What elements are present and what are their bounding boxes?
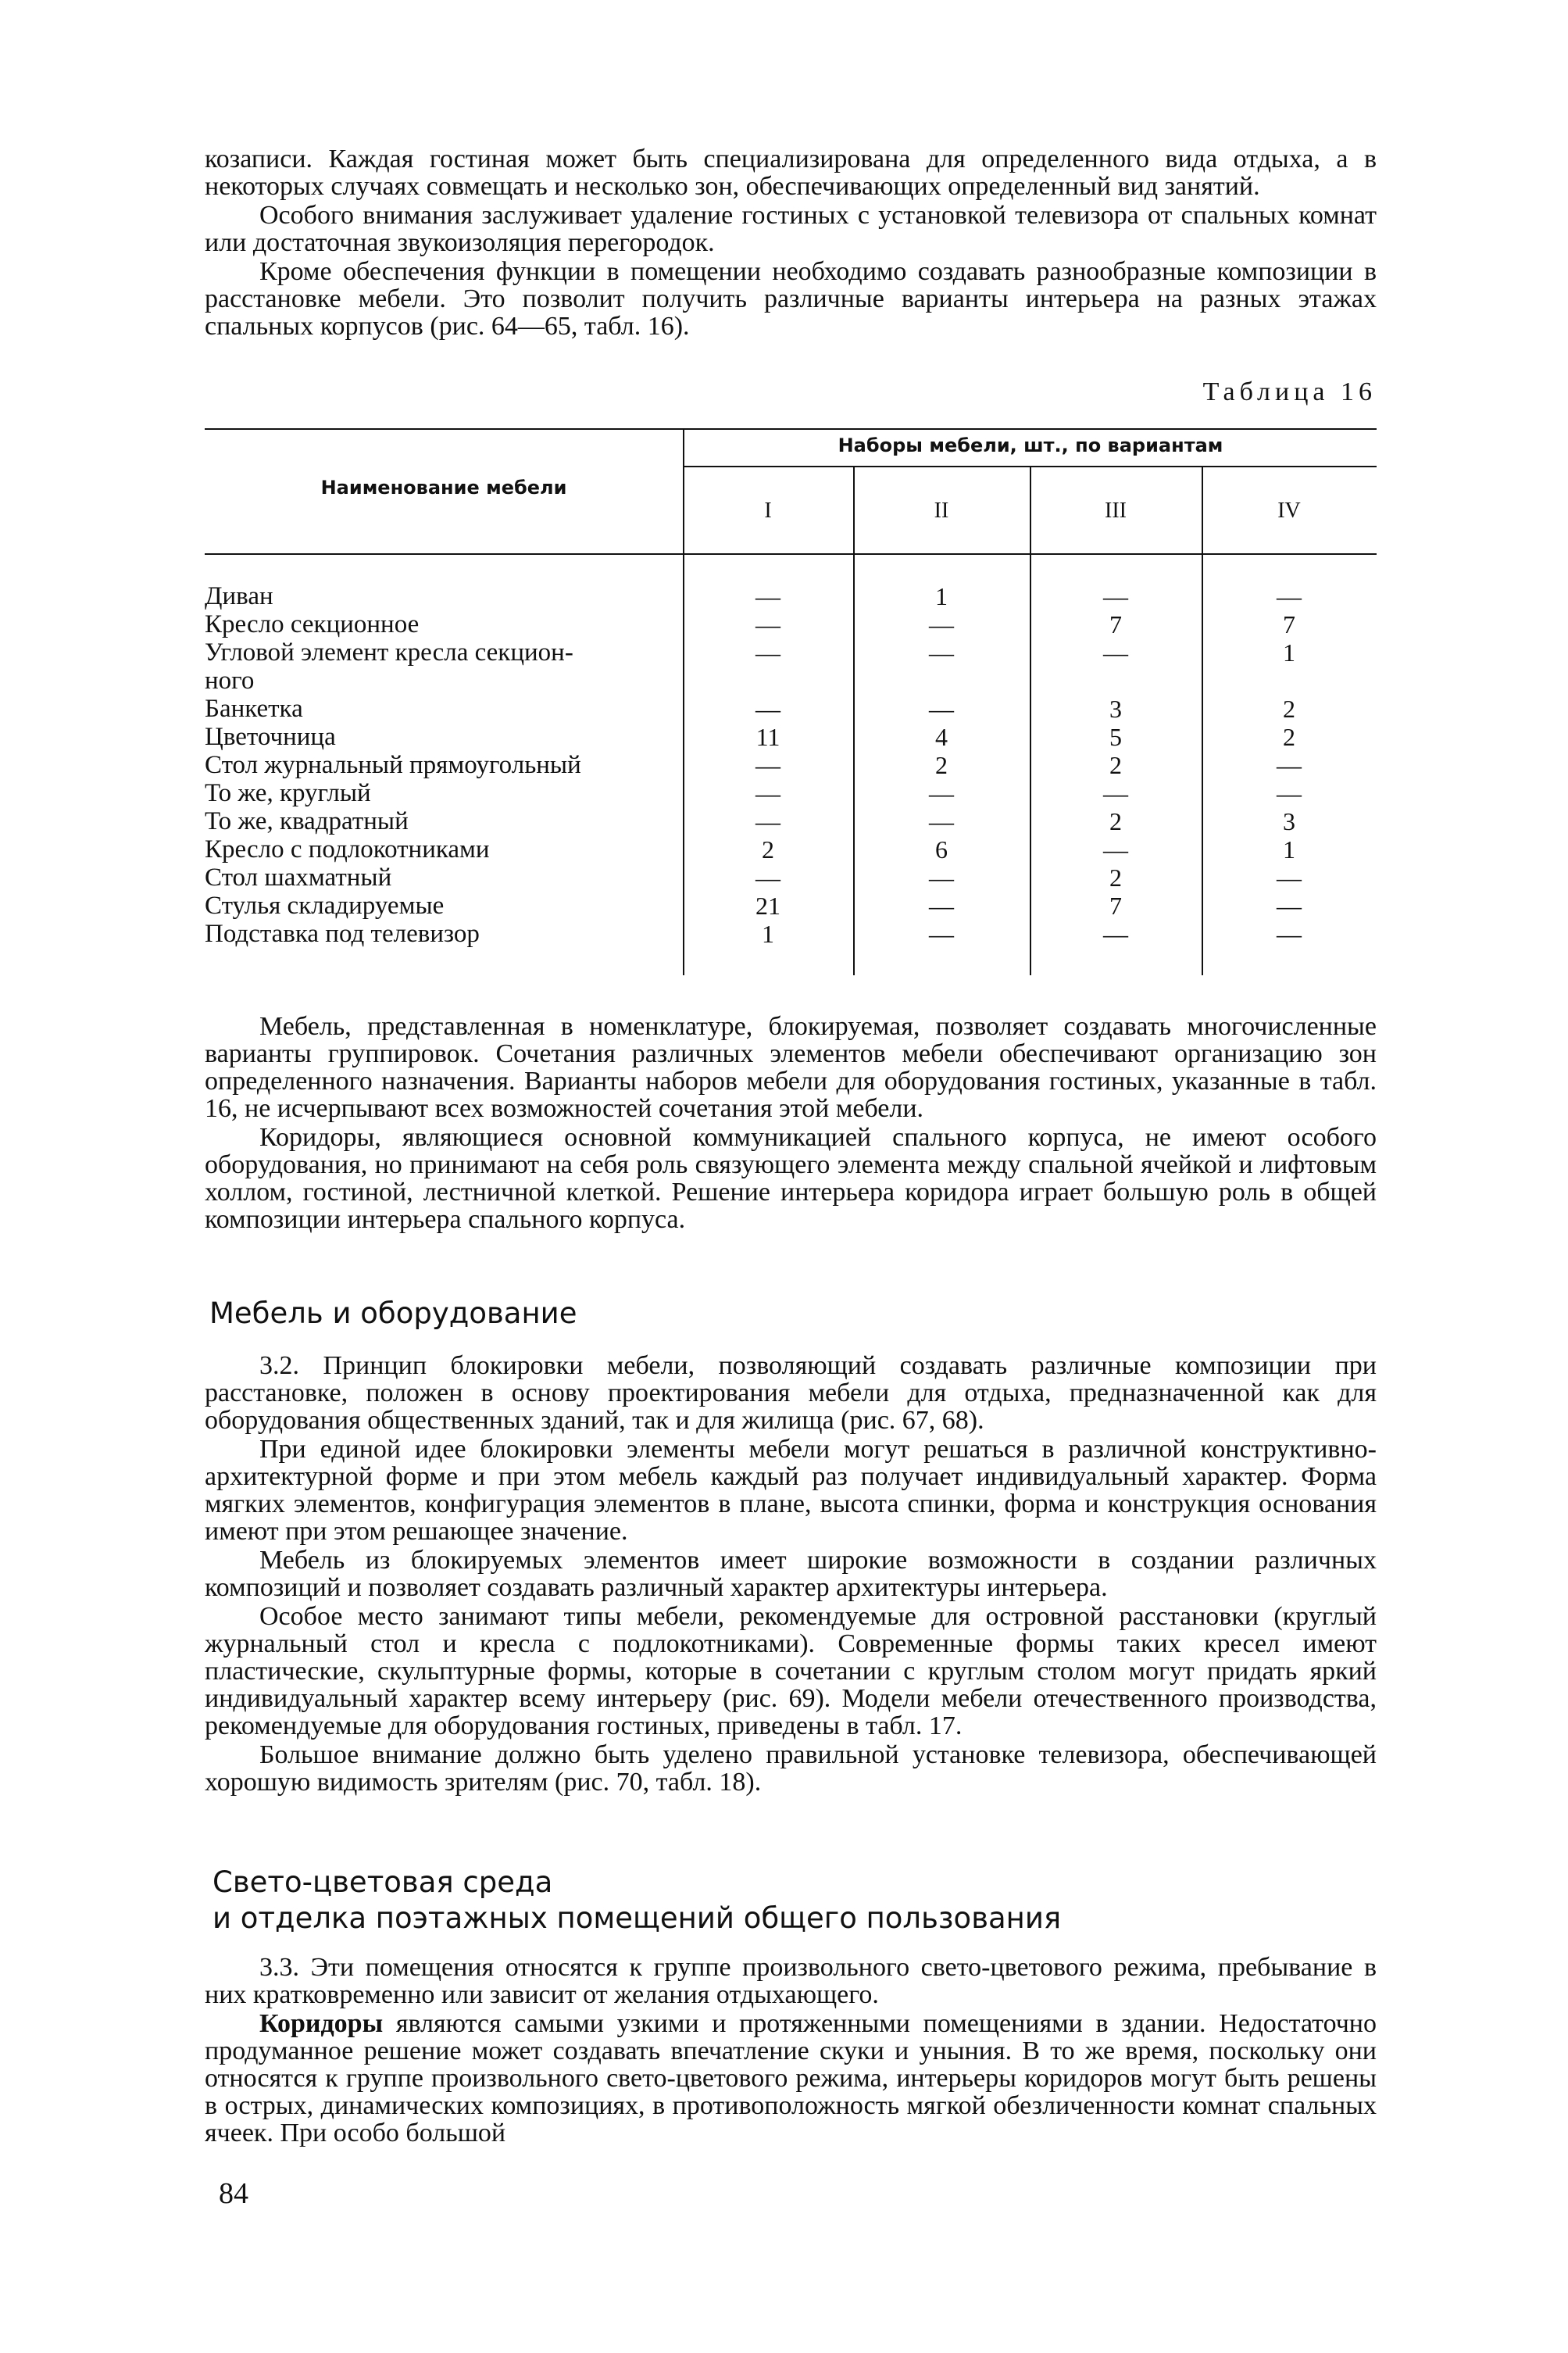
table-cell: — (929, 920, 954, 948)
table-cell: 3 (1109, 695, 1122, 723)
header-variant-2: II (934, 499, 949, 523)
table-row-name: Подставка под телевизор (205, 920, 480, 948)
table-cell: 6 (935, 835, 948, 864)
table-cell: — (755, 864, 780, 892)
column-rule (1202, 467, 1203, 975)
table-cell: 2 (1109, 807, 1122, 835)
paragraph: Коридоры, являющиеся основной коммуникацией спального корпуса, не имеют особого оборудования, но принимают на себя роль связующего элемента между спальной ячейкой и лифтовым холлом, гостиной, лестничной клеткой. Решение интерьера коридора играет большую роль в общей композиции интерьера спального корпуса. (205, 1123, 1377, 1234)
table-cell: 2 (1283, 695, 1295, 723)
table-cell: — (1277, 582, 1302, 610)
column-rule (1030, 467, 1031, 975)
table-cell: 3 (1283, 807, 1295, 835)
table-cell: — (929, 864, 954, 892)
table-cell: — (929, 779, 954, 807)
table-row-name: Банкетка (205, 695, 303, 723)
table-row-name: Стол журнальный прямоугольный (205, 751, 581, 779)
table-cell: 7 (1109, 610, 1122, 638)
paragraph: Особое место занимают типы мебели, рекомендуемые для островной расстановки (круглый журнальный стол и кресла с подлокотниками). Современные формы таких кресел имеют пластические, скульптурные формы, которые в сочетании с круглым столом могут придать яркий индивидуальный характер всему интерьеру (рис. 69). Модели мебели отечественного производства, рекомендуемые для оборудования гостиных, приведены в табл. 17. (205, 1602, 1377, 1740)
paragraph: Мебель из блокируемых элементов имеет широкие возможности в создании различных композиций и позволяет создавать различный характер архитектуры интерьера. (205, 1546, 1377, 1602)
section-furniture-text (205, 1352, 1377, 1796)
table-cell: — (1103, 638, 1128, 667)
table-cell: — (1277, 920, 1302, 948)
table-cell: — (1277, 751, 1302, 779)
table-cell: — (929, 638, 954, 667)
intro-text (205, 145, 1377, 340)
table-cell: 1 (935, 582, 948, 610)
table-cell: 1 (762, 920, 774, 948)
table-cell: 7 (1109, 892, 1122, 920)
section-heading-furniture: Мебель и оборудование (209, 1296, 577, 1330)
table-cell: 7 (1283, 610, 1295, 638)
table-cell: 4 (935, 723, 948, 751)
table-cell: — (1277, 864, 1302, 892)
table-cell: — (1277, 779, 1302, 807)
table-cell: — (1103, 779, 1128, 807)
table-top-rule (205, 428, 1377, 430)
table-cell: — (929, 610, 954, 638)
section-heading-light-color-line1: Свето-цветовая среда (213, 1865, 553, 1899)
table-row-name: ного (205, 667, 255, 695)
table-cell: — (929, 892, 954, 920)
table-row-name: Угловой элемент кресла секцион- (205, 638, 573, 667)
table-cell: — (755, 779, 780, 807)
paragraph: Большое внимание должно быть уделено правильной установке телевизора, обеспечивающей хорошую видимость зрителям (рис. 70, табл. 18). (205, 1740, 1377, 1797)
paragraph: 3.2. Принцип блокировки мебели, позволяющий создавать различные композиции при расстановке, положен в основу проектирования мебели для отдыха, предназначенной как для оборудования общественных зданий, так и для жилища (рис. 67, 68). (205, 1351, 1377, 1435)
table-row-name: То же, круглый (205, 779, 371, 807)
table-cell: 5 (1109, 723, 1122, 751)
table-cell: 1 (1283, 638, 1295, 667)
table-cell: 1 (1283, 835, 1295, 864)
table-cell: 2 (1109, 864, 1122, 892)
table-caption: Таблица 16 (1202, 377, 1377, 406)
page-number: 84 (219, 2177, 248, 2210)
paragraph (205, 2010, 1377, 2147)
table-row-name: Стол шахматный (205, 864, 392, 892)
bold-term: Коридоры (259, 2009, 384, 2038)
table-cell: — (755, 610, 780, 638)
table-row-name: Кресло секционное (205, 610, 420, 638)
after-table-text (205, 1013, 1377, 1233)
table-row-name: Цветочница (205, 723, 336, 751)
table-row-name: То же, квадратный (205, 807, 409, 835)
column-rule (683, 428, 684, 975)
table-cell: — (755, 751, 780, 779)
table-cell: 2 (935, 751, 948, 779)
table-cell: 2 (1283, 723, 1295, 751)
table-cell: 11 (755, 723, 780, 751)
paragraph-text: являются самыми узкими и протяженными помещениями в здании. Недостаточно продуманное решение может создавать впечатление скуки и уныния. В то же время, поскольку они относятся к группе произвольного свето-цветового режима, интерьеры коридоров могут быть решены в острых, динамических композициях, в противоположность мягкой обезличенности комнат спальных ячеек. При особо большой (205, 2009, 1377, 2147)
table-cell: — (1103, 835, 1128, 864)
table-cell: — (1103, 582, 1128, 610)
header-variant-group: Наборы мебели, шт., по вариантам (838, 434, 1223, 456)
table-cell: — (755, 638, 780, 667)
table-cell: — (1277, 892, 1302, 920)
section-heading-light-color-line2: и отделка поэтажных помещений общего пользования (213, 1901, 1062, 1935)
table-cell: — (755, 695, 780, 723)
header-variant-1: I (764, 499, 772, 523)
header-variant-3: III (1105, 499, 1127, 523)
header-furniture-name: Наименование мебели (320, 477, 567, 499)
column-rule (853, 467, 855, 975)
section-light-color-text (205, 1954, 1377, 2147)
paragraph: Особого внимания заслуживает удаление гостиных с установкой телевизора от спальных комнат или достаточная звукоизоляция перегородок. (205, 201, 1377, 257)
table-row-name: Стулья складируемые (205, 892, 445, 920)
table-cell: — (929, 807, 954, 835)
header-bottom-rule (205, 553, 1377, 555)
paragraph: козаписи. Каждая гостиная может быть специализирована для определенного вида отдыха, а в некоторых случаях совмещать и несколько зон, обеспечивающих определенный вид занятий. (205, 145, 1377, 201)
table-cell: 2 (1109, 751, 1122, 779)
header-variant-4: IV (1277, 499, 1301, 523)
furniture-table (205, 428, 1377, 983)
paragraph: Мебель, представленная в номенклатуре, блокируемая, позволяет создавать многочисленные варианты группировок. Сочетания различных элементов мебели обеспечивают организацию зон определенного назначения. Варианты наборов мебели для оборудования гостиных, указанные в табл. 16, не исчерпывают всех возможностей сочетания этой мебели. (205, 1012, 1377, 1123)
table-cell: 21 (755, 892, 780, 920)
paragraph: При единой идее блокировки элементы мебели могут решаться в различной конструктивно-архитектурной форме и при этом мебель каждый раз получает индивидуальный характер. Форма мягких элементов, конфигурация элементов в плане, высота спинки, форма и конструкция основания имеют при этом решающее значение. (205, 1435, 1377, 1546)
table-row-name: Диван (205, 582, 273, 610)
table-cell: — (1103, 920, 1128, 948)
table-row-name: Кресло с подлокотниками (205, 835, 490, 864)
table-cell: — (755, 582, 780, 610)
paragraph: Кроме обеспечения функции в помещении необходимо создавать разнообразные композиции в расстановке мебели. Это позволит получить различные варианты интерьера на разных этажах спальных корпусов (рис. 64—65, табл. 16). (205, 257, 1377, 341)
table-cell: — (929, 695, 954, 723)
table-cell: 2 (762, 835, 774, 864)
table-cell: — (755, 807, 780, 835)
paragraph: 3.3. Эти помещения относятся к группе произвольного свето-цветового режима, пребывание в них кратковременно или зависит от желания отдыхающего. (205, 1953, 1377, 2009)
